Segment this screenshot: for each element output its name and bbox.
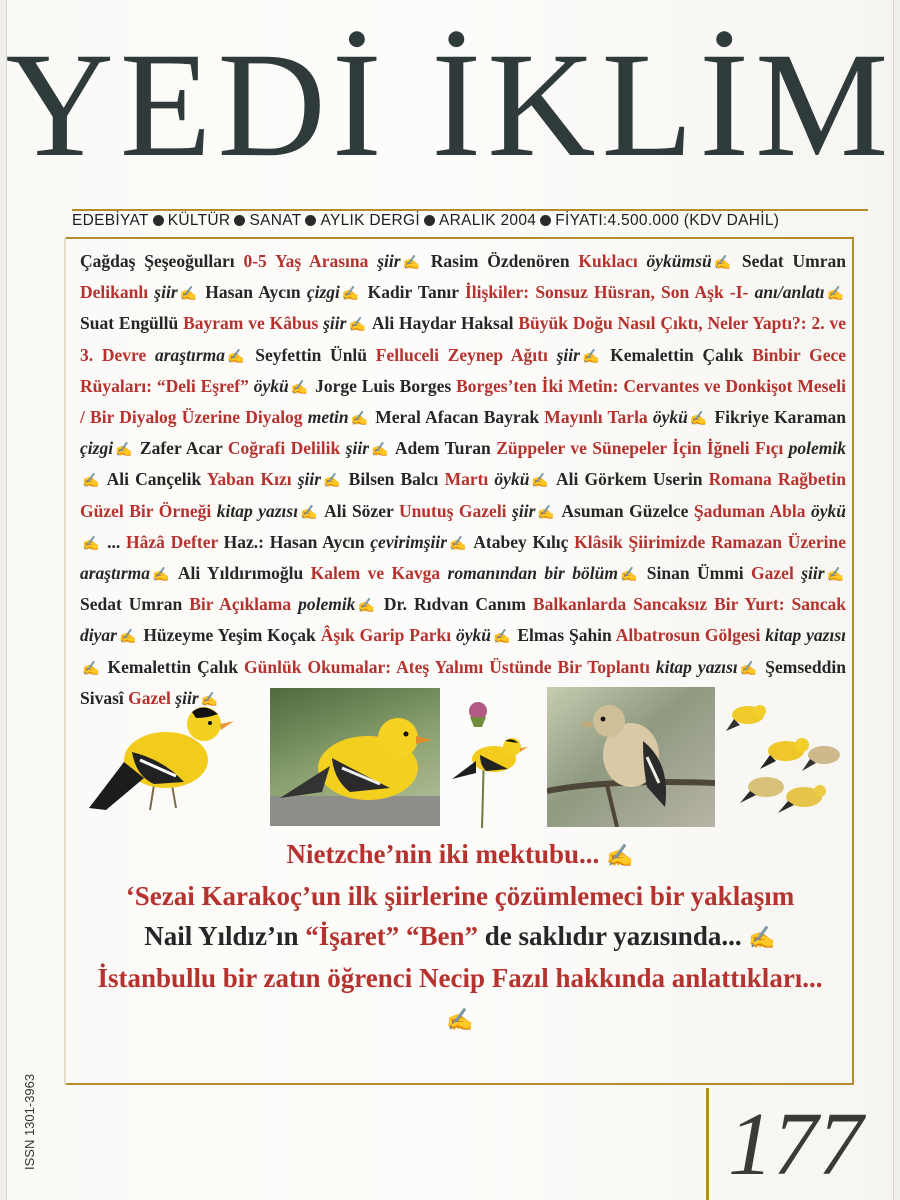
toc-title: Bir Açıklama (189, 594, 299, 615)
goldfinch-field-guide-illustration (726, 689, 846, 829)
toc-genre: şiir (345, 438, 370, 459)
pen-icon: ✍ (446, 1007, 474, 1032)
pen-icon: ✍ (531, 474, 549, 490)
toc-genre: çizgi (80, 438, 114, 459)
toc-title: Albatrosun Gölgesi (615, 625, 766, 646)
goldfinch-illustration-1 (84, 687, 244, 820)
toc-author: Sedat Umran (741, 251, 847, 271)
toc-genre: şiir (377, 251, 401, 271)
issue-number: 177 (728, 1095, 863, 1194)
toc-title: Coğrafi Delilik (227, 438, 346, 459)
pen-icon: ✍ (739, 661, 758, 677)
bullet-icon (305, 215, 316, 226)
toc-genre: kitap yazısı (765, 625, 846, 646)
toc-title: Şaduman Abla (693, 500, 811, 521)
pen-icon: ✍ (323, 474, 341, 490)
toc-genre: romanından bir bölüm (447, 563, 618, 584)
pen-icon: ✍ (118, 630, 137, 646)
toc-author: Hasan Aycın (205, 282, 307, 303)
toc-author: Adem Turan (394, 438, 497, 459)
magazine-title: YEDİ İKLİM (5, 22, 895, 188)
headline-3 (90, 916, 830, 958)
pen-icon: ✍ (537, 505, 555, 521)
toc-genre: öykü (494, 469, 530, 490)
toc-author: Elmas Şahin (517, 625, 616, 646)
info-item: AYLIK DERGİ (320, 212, 420, 229)
toc-author: Meral Afacan Bayrak (375, 407, 545, 428)
content-frame-left-edge (64, 237, 66, 1085)
pen-icon: ✍ (227, 349, 245, 365)
headline-3-part: Nail Yıldız’ın (144, 921, 306, 951)
toc-title: 0-5 Yaş Arasına (243, 251, 378, 271)
toc-author: Seyfettin Ünlü (255, 344, 376, 365)
toc-title: Martı (444, 469, 495, 490)
toc-genre: öykü (652, 407, 688, 428)
pen-icon: ✍ (82, 474, 100, 490)
bird-illustrations (0, 685, 900, 830)
pen-icon: ✍ (357, 599, 375, 615)
toc-title: Kuklacı (578, 251, 647, 271)
toc-genre: kitap yazısı (216, 500, 299, 521)
toc-title: Kalem ve Kavga (310, 563, 448, 584)
toc-title: Günlük Okumalar: Ateş Yalımı Üstünde Bir Toplantı (244, 656, 656, 677)
toc-title: Mayınlı Tarla (544, 407, 653, 428)
pen-icon: ✍ (115, 443, 133, 459)
toc-genre: şiir (175, 687, 199, 708)
toc-author: Ali Görkem Userin (556, 469, 709, 490)
toc-title: Felluceli Zeynep Ağıtı (375, 344, 557, 365)
toc-genre: şiir (556, 344, 580, 365)
toc-genre: araştırma (80, 563, 151, 584)
issue-rule (706, 1088, 709, 1200)
toc-genre: diyar (80, 625, 117, 646)
pen-icon: ✍ (82, 661, 100, 677)
cover-headlines (90, 834, 830, 1040)
headline-4: İstanbullu bir zatın öğrenci Necip Fazıl hakkında anlattıkları...✍ (97, 963, 823, 1032)
bullet-icon (540, 215, 551, 226)
toc-genre: kitap yazısı (655, 656, 738, 677)
goldfinch-photo-1 (270, 688, 440, 826)
toc-genre: araştırma (155, 344, 226, 365)
toc-author: Hüzeyme Yeşim Koçak (143, 625, 321, 646)
toc-genre: şiir (801, 563, 825, 584)
toc-title: Yaban Kızı (206, 469, 298, 490)
toc-author: Kemalettin Çalık (610, 344, 753, 365)
toc-author: Çağdaş Şeşeoğulları (80, 251, 244, 271)
toc-genre: öykü (810, 500, 846, 521)
masthead-rule (72, 209, 868, 211)
toc-genre: şiir (323, 313, 347, 334)
pen-icon: ✍ (348, 318, 366, 334)
pen-icon: ✍ (826, 568, 844, 584)
toc-genre: şiir (297, 469, 322, 490)
toc-genre: Haz.: Hasan Aycın (223, 531, 371, 552)
toc-title: Delikanlı (80, 282, 155, 303)
toc-genre: öykü (253, 375, 289, 396)
info-item: SANAT (249, 212, 302, 229)
info-item: FİYATI:4.500.000 (KDV DAHİL) (555, 212, 780, 229)
pen-icon: ✍ (82, 536, 100, 552)
toc-author: Sedat Umran (80, 594, 190, 615)
toc-author: Ali Cançelik (106, 469, 207, 490)
toc-genre: şiir (512, 500, 536, 521)
toc-title: Unutuş Gazeli (398, 500, 513, 521)
issn-number: ISSN 1301-3963 (22, 1073, 37, 1170)
toc-author: Şemseddin Sivasî (80, 656, 846, 708)
pen-icon: ✍ (826, 287, 845, 303)
toc-title: Gazel (751, 563, 802, 584)
toc-author: ... (107, 531, 127, 552)
toc-title: Bayram ve Kâbus (183, 313, 324, 334)
toc-author: Ali Sözer (324, 500, 399, 521)
goldfinch-photo-2 (547, 687, 715, 827)
headline-3-quoted: “İşaret” “Ben” (305, 921, 479, 951)
toc-author: Jorge Luis Borges (315, 375, 457, 396)
bullet-icon (153, 215, 164, 226)
toc-title: Gazel (128, 687, 176, 708)
toc-author: Ali Yıldırımoğlu (177, 563, 311, 584)
info-item: EDEBİYAT (72, 212, 149, 229)
toc-title: Binbir Gece Rüyaları: “Deli Eşref” (80, 344, 847, 396)
toc-title: Klâsik Şiirimizde Ramazan Üzerine (574, 531, 847, 552)
toc-genre: polemik (788, 438, 847, 459)
pen-icon: ✍ (713, 256, 732, 271)
pen-icon: ✍ (290, 380, 309, 396)
toc-author: Zafer Acar (139, 438, 228, 459)
toc-title: Büyük Doğu Nasıl Çıktı, Neler Yaptı?: 2. ve 3. Devre (80, 313, 846, 365)
pen-icon: ✍ (619, 568, 638, 584)
toc-title: Balkanlarda Sancaksız Bir Yurt: Sancak (532, 594, 847, 615)
pen-icon: ✍ (152, 568, 170, 584)
toc-genre: polemik (298, 594, 356, 615)
toc-author: Kemalettin Çalık (107, 656, 245, 677)
pen-icon: ✍ (341, 287, 360, 303)
toc-genre: çevirimşiir (370, 531, 448, 552)
bullet-icon (424, 215, 435, 226)
toc-author: Sinan Ümmi (646, 563, 752, 584)
toc-title: Züppeler ve Sünepeler İçin İğneli Fıçı (496, 438, 789, 459)
goldfinch-thistle-illustration (442, 693, 530, 828)
pen-icon: ✍ (606, 843, 634, 868)
toc-title: Romana Rağbetin Güzel Bir Örneği (80, 469, 846, 521)
toc-author: Bilsen Balcı (348, 469, 445, 490)
pen-icon: ✍ (748, 925, 776, 950)
toc-author: Fikriye Karaman (714, 407, 847, 428)
toc-author: Asuman Güzelce (561, 500, 694, 521)
pen-icon: ✍ (689, 412, 708, 428)
info-item: ARALIK 2004 (438, 212, 537, 229)
pen-icon: ✍ (449, 536, 467, 552)
toc-genre: çizgi (306, 282, 340, 303)
toc-author: Suat Engüllü (80, 313, 184, 334)
toc-author: Rasim Özdenören (430, 251, 579, 271)
pen-icon: ✍ (493, 630, 511, 646)
toc-title: Âşık Garip Parkı (320, 625, 457, 646)
toc-author: Kadir Tanır (367, 282, 465, 303)
pen-icon: ✍ (371, 443, 389, 459)
pen-icon: ✍ (200, 692, 219, 708)
pen-icon: ✍ (402, 256, 420, 271)
table-of-contents (80, 247, 846, 715)
toc-genre: şiir (154, 282, 178, 303)
toc-genre: metin (307, 407, 349, 428)
bullet-icon (234, 215, 245, 226)
toc-author: Atabey Kılıç (473, 531, 575, 552)
pen-icon: ✍ (350, 412, 369, 428)
pen-icon: ✍ (300, 505, 318, 521)
pen-icon: ✍ (581, 349, 600, 365)
toc-genre: anı/anlatı (754, 282, 825, 303)
toc-genre: öykü (456, 625, 492, 646)
toc-genre: öykümsü (646, 251, 712, 271)
info-item: KÜLTÜR (167, 212, 231, 229)
toc-author: Dr. Rıdvan Canım (383, 594, 533, 615)
headline-3-part: de saklıdır yazısında... (478, 921, 742, 951)
info-bar (72, 212, 852, 236)
toc-title: Borges’ten İki Metin: Cervantes ve Donkişot Meseli / Bir Diyalog Üzerine Diyalog (80, 375, 846, 428)
headline-2: ‘Sezai Karakoç’un ilk şiirlerine çözümlemeci bir yaklaşım (125, 881, 795, 911)
headline-1: Nietzche’nin iki mektubu... ✍ (286, 839, 634, 869)
toc-title: Hâzâ Defter (126, 531, 224, 552)
pen-icon: ✍ (179, 287, 198, 303)
toc-author: Ali Haydar Haksal (371, 313, 519, 334)
toc-title: İlişkiler: Sonsuz Hüsran, Son Aşk -I- (464, 282, 755, 303)
